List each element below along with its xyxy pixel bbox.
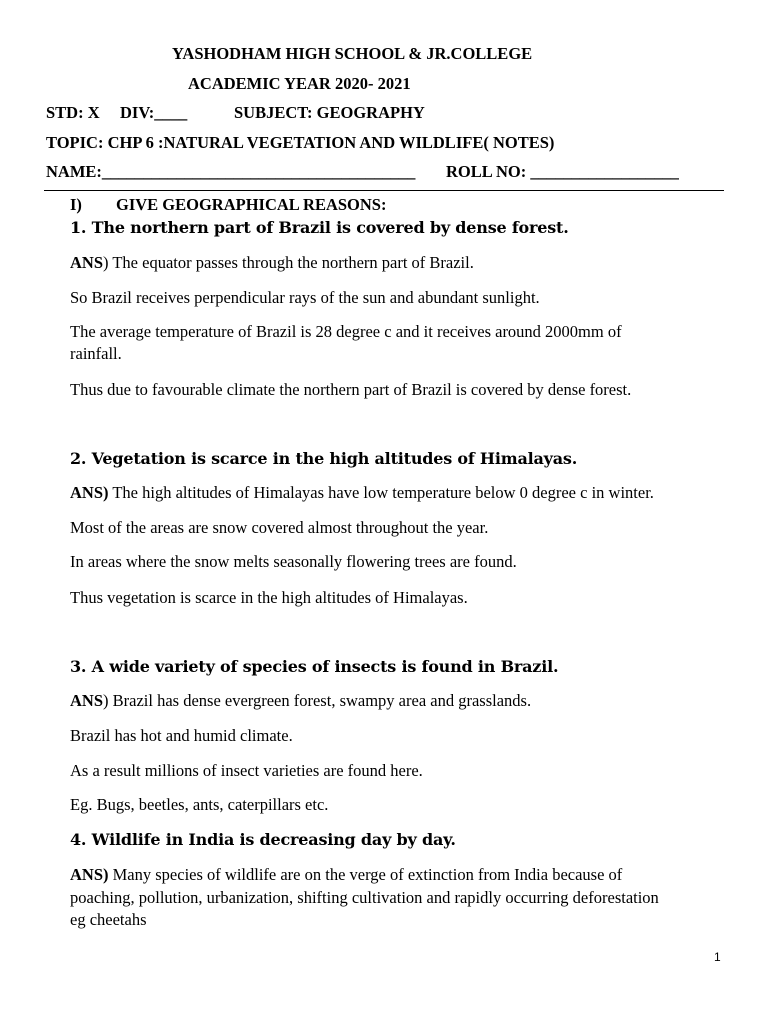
answer-text: The high altitudes of Himalayas have low temperature below 0 degree c in winter. — [108, 483, 654, 502]
answer-label: ANS) — [70, 865, 109, 884]
question-1-answer-line-1 — [70, 253, 474, 273]
topic-field: TOPIC: CHP 6 :NATURAL VEGETATION AND WILDLIFE( NOTES) — [46, 133, 555, 152]
div-field: DIV:____ — [120, 103, 188, 122]
question-1-answer-line-5: Thus due to favourable climate the northern part of Brazil is covered by dense forest. — [70, 380, 632, 399]
question-2-answer-line-2: Most of the areas are snow covered almost throughout the year. — [70, 518, 489, 537]
section-number: I) — [70, 195, 82, 214]
header-divider — [44, 190, 724, 191]
answer-label: ANS — [70, 253, 104, 272]
question-3-answer-line-4: Eg. Bugs, beetles, ants, caterpillars etc. — [70, 795, 329, 814]
question-1-answer-line-2: So Brazil receives perpendicular rays of the sun and abundant sunlight. — [70, 288, 540, 307]
std-field: STD: X — [46, 103, 100, 122]
question-2-answer-line-3: In areas where the snow melts seasonally flowering trees are found. — [70, 552, 517, 571]
academic-year: ACADEMIC YEAR 2020- 2021 — [188, 74, 411, 93]
subject-field: SUBJECT: GEOGRAPHY — [234, 103, 425, 122]
name-field: NAME:______________________________________ — [46, 162, 416, 181]
answer-label: ANS — [70, 691, 104, 710]
school-name: YASHODHAM HIGH SCHOOL & JR.COLLEGE — [172, 44, 533, 63]
question-1-answer-line-3: The average temperature of Brazil is 28 degree c and it receives around 2000mm of — [70, 322, 622, 341]
question-4-answer-line-3: eg cheetahs — [70, 910, 147, 929]
answer-text: Many species of wildlife are on the verge of extinction from India because of — [108, 865, 623, 884]
question-1-title: 1. The northern part of Brazil is covered by dense forest. — [70, 218, 569, 237]
question-3-answer-line-1 — [70, 691, 531, 711]
page-number: 1 — [714, 950, 721, 964]
answer-label: ANS) — [70, 483, 109, 502]
question-2-answer-line-1 — [70, 483, 654, 503]
question-4-answer-line-1 — [70, 865, 622, 885]
roll-no-field: ROLL NO: __________________ — [446, 162, 679, 181]
answer-text: ) The equator passes through the northern part of Brazil. — [103, 253, 474, 272]
section-title: GIVE GEOGRAPHICAL REASONS: — [116, 195, 387, 214]
question-2-answer-line-4: Thus vegetation is scarce in the high altitudes of Himalayas. — [70, 588, 468, 607]
question-1-answer-line-4: rainfall. — [70, 344, 122, 363]
question-3-answer-line-2: Brazil has hot and humid climate. — [70, 726, 293, 745]
question-3-answer-line-3: As a result millions of insect varieties are found here. — [70, 761, 423, 780]
question-3-title: 3. A wide variety of species of insects is found in Brazil. — [70, 657, 559, 676]
question-2-title: 2. Vegetation is scarce in the high altitudes of Himalayas. — [70, 449, 578, 468]
question-4-answer-line-2: poaching, pollution, urbanization, shifting cultivation and rapidly occurring deforestation — [70, 888, 659, 907]
question-4-title: 4. Wildlife in India is decreasing day by day. — [70, 830, 456, 849]
answer-text: ) Brazil has dense evergreen forest, swampy area and grasslands. — [103, 691, 532, 710]
